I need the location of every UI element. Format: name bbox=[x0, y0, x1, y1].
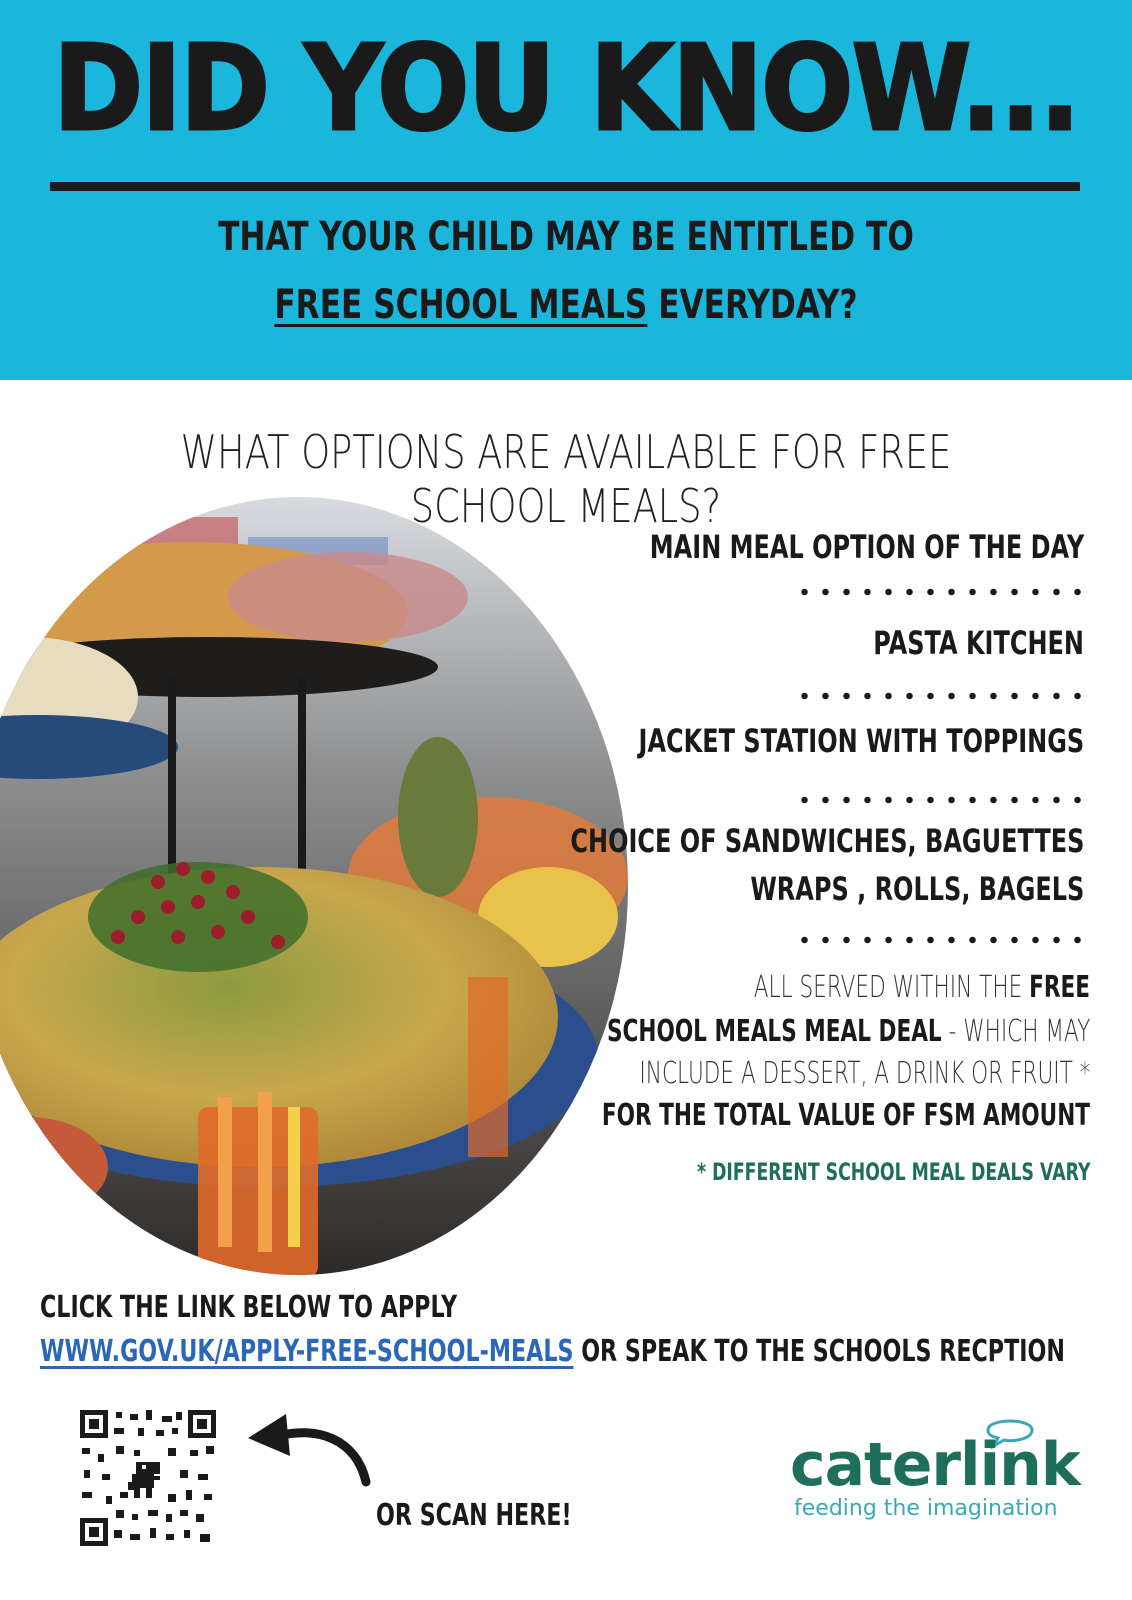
deal-line-2 bbox=[607, 1014, 1090, 1049]
deal-line-2-text: - WHICH MAY bbox=[941, 1014, 1090, 1049]
apply-link-line bbox=[40, 1334, 1065, 1369]
header-divider bbox=[50, 182, 1080, 191]
deal-line-1-bold: FREE bbox=[1029, 970, 1090, 1005]
deal-line-3 bbox=[639, 1056, 1090, 1091]
dotted-divider bbox=[788, 794, 1088, 806]
food-buffet-illustration bbox=[0, 497, 628, 1275]
logo-tagline: feeding the imagination bbox=[794, 1496, 1058, 1521]
scan-here-text: OR SCAN HERE! bbox=[376, 1498, 572, 1533]
dotted-divider bbox=[788, 586, 1088, 598]
dotted-divider bbox=[788, 690, 1088, 702]
deal-line-2-bold: SCHOOL MEALS MEAL DEAL bbox=[606, 1014, 942, 1049]
everyday-text: EVERYDAY? bbox=[647, 282, 858, 328]
deal-footnote: * DIFFERENT SCHOOL MEAL DEALS VARY bbox=[696, 1158, 1090, 1186]
deal-line-1 bbox=[754, 970, 1090, 1005]
headline: DID YOU KNOW... bbox=[53, 19, 1079, 157]
deal-line-4 bbox=[602, 1098, 1090, 1133]
qr-code-icon bbox=[80, 1410, 216, 1546]
caterlink-logo bbox=[790, 1410, 1080, 1540]
apply-free-school-meals-link[interactable]: WWW.GOV.UK/APPLY-FREE-SCHOOL-MEALS bbox=[40, 1334, 574, 1369]
option-sandwiches: CHOICE OF SANDWICHES, BAGUETTES bbox=[569, 822, 1084, 860]
deal-line-1-text: ALL SERVED WITHIN THE bbox=[753, 970, 1030, 1005]
option-pasta-kitchen: PASTA KITCHEN bbox=[873, 624, 1084, 662]
free-school-meals-text: FREE SCHOOL MEALS bbox=[274, 282, 648, 328]
qr-code[interactable] bbox=[80, 1410, 216, 1546]
deal-line-3-text: INCLUDE A DESSERT, A DRINK OR FRUIT * bbox=[638, 1056, 1090, 1091]
options-heading: WHAT OPTIONS ARE AVAILABLE FOR FREE SCHOOL MEALS? bbox=[180, 425, 952, 533]
curved-arrow-icon bbox=[246, 1408, 376, 1488]
reception-text: OR SPEAK TO THE SCHOOLS RECPTION bbox=[573, 1334, 1065, 1369]
subheading-line-1: THAT YOUR CHILD MAY BE ENTITLED TO bbox=[218, 214, 914, 260]
option-wraps-rolls: WRAPS , ROLLS, BAGELS bbox=[750, 870, 1084, 908]
logo-wordmark: caterlink bbox=[790, 1430, 1080, 1500]
food-buffet-photo bbox=[0, 497, 628, 1275]
option-jacket-station: JACKET STATION WITH TOPPINGS bbox=[638, 722, 1084, 760]
option-main-meal: MAIN MEAL OPTION OF THE DAY bbox=[649, 528, 1084, 566]
header-banner bbox=[0, 0, 1132, 380]
subheading-line-2 bbox=[125, 282, 1008, 328]
dotted-divider bbox=[788, 934, 1088, 946]
deal-line-4-bold: FOR THE TOTAL VALUE OF FSM AMOUNT bbox=[601, 1098, 1090, 1133]
apply-instruction: CLICK THE LINK BELOW TO APPLY bbox=[40, 1290, 458, 1325]
